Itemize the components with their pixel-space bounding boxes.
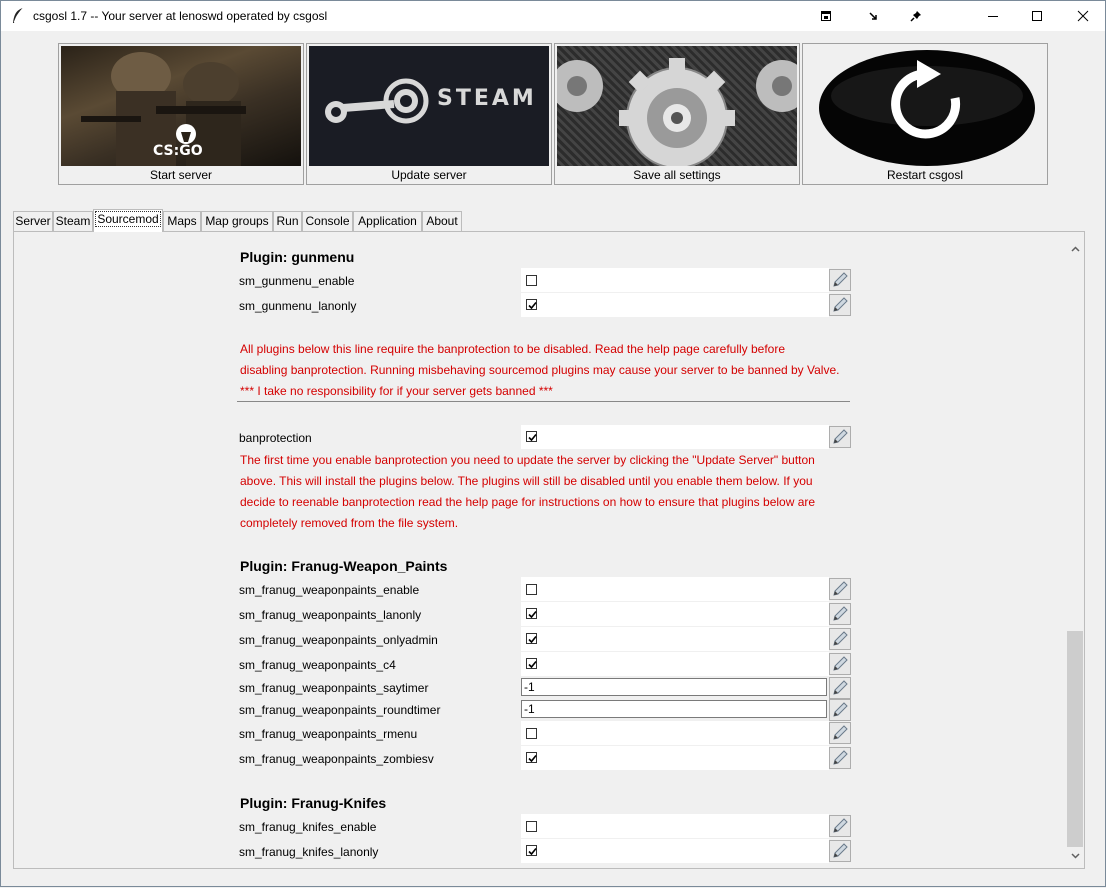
checkmark-icon <box>527 432 538 443</box>
checkmark-icon <box>527 300 538 311</box>
csgo-logo-text: CS:GO <box>153 143 203 159</box>
edit-button[interactable] <box>829 747 851 769</box>
pencil-icon <box>830 748 850 768</box>
update-server-button[interactable] <box>306 43 552 185</box>
option-label: sm_franug_weaponpaints_enable <box>239 583 420 597</box>
scroll-up-button[interactable] <box>1067 241 1083 257</box>
edit-button[interactable] <box>829 578 851 600</box>
restart-label: Restart csgosl <box>886 168 964 182</box>
restart-button[interactable] <box>802 43 1048 185</box>
checkbox-weaponpaints-onlyadmin[interactable] <box>526 633 537 644</box>
plugin-heading-knifes: Plugin: Franug-Knifes <box>240 795 387 811</box>
option-field <box>521 602 829 626</box>
close-icon <box>1077 10 1089 22</box>
saytimer-input[interactable]: -1 <box>521 678 827 696</box>
option-field <box>521 839 829 863</box>
chevron-down-icon <box>1071 853 1080 859</box>
option-label: sm_franug_weaponpaints_rmenu <box>239 727 418 741</box>
edit-button[interactable] <box>829 628 851 650</box>
title-bar <box>1 1 1105 31</box>
pin-button[interactable] <box>896 1 936 31</box>
option-field <box>521 627 829 651</box>
pencil-icon <box>830 295 850 315</box>
banprotection-note-line: The first time you enable banprotection you need to update the server by clicking the "Update Server" button <box>240 453 815 467</box>
tab-steam[interactable]: Steam <box>53 211 93 231</box>
pencil-icon <box>830 629 850 649</box>
tab-maps[interactable]: Maps <box>163 211 201 231</box>
checkbox-banprotection[interactable] <box>526 431 537 442</box>
warning-line: All plugins below this line require the banprotection to be disabled. Read the help page carefully before <box>240 342 786 356</box>
tab-application[interactable]: Application <box>353 211 422 231</box>
maximize-icon <box>1031 10 1043 22</box>
sourcemod-panel <box>13 231 1085 869</box>
tab-sourcemod[interactable]: Sourcemod <box>93 209 163 232</box>
option-label: sm_franug_weaponpaints_zombiesv <box>239 752 434 766</box>
option-label: sm_franug_weaponpaints_c4 <box>239 658 396 672</box>
edit-button[interactable] <box>829 840 851 862</box>
checkbox-weaponpaints-zombiesv[interactable] <box>526 752 537 763</box>
option-label: sm_franug_weaponpaints_saytimer <box>239 681 429 695</box>
option-field <box>521 577 829 601</box>
arrow-down-right-icon <box>867 10 879 22</box>
feather-icon <box>11 7 25 25</box>
pencil-icon <box>830 723 850 743</box>
checkmark-icon <box>527 659 538 670</box>
csgo-soldier-image <box>61 46 301 166</box>
pencil-icon <box>830 427 850 447</box>
option-label: sm_franug_knifes_lanonly <box>239 845 379 859</box>
edit-button[interactable] <box>829 677 851 699</box>
minimize-button[interactable] <box>973 1 1013 31</box>
warning-line: disabling banprotection. Running misbehaving sourcemod plugins may cause your server to be banned by Valve. <box>240 363 840 377</box>
plugin-heading-weapon-paints: Plugin: Franug-Weapon_Paints <box>240 558 448 574</box>
save-settings-button[interactable] <box>554 43 800 185</box>
banprotection-note-line: above. This will install the plugins below. The plugins will still be disabled until you enable them below. If you <box>240 474 813 488</box>
steam-logo-image <box>309 46 549 166</box>
divider <box>237 401 850 402</box>
checkmark-icon <box>527 753 538 764</box>
edit-button[interactable] <box>829 815 851 837</box>
window-title: csgosl 1.7 -- Your server at lenoswd operated by csgosl <box>33 9 328 23</box>
checkbox-weaponpaints-rmenu[interactable] <box>526 728 537 739</box>
edit-button[interactable] <box>829 722 851 744</box>
edit-button[interactable] <box>829 653 851 675</box>
maximize-button[interactable] <box>1017 1 1057 31</box>
start-server-button[interactable] <box>58 43 304 185</box>
option-field <box>521 814 829 838</box>
option-label: banprotection <box>239 431 312 445</box>
minimize-icon <box>987 10 999 22</box>
edit-button[interactable] <box>829 426 851 448</box>
pencil-icon <box>830 654 850 674</box>
pencil-icon <box>830 579 850 599</box>
close-button[interactable] <box>1063 1 1103 31</box>
option-field <box>521 746 829 770</box>
option-field <box>521 721 829 745</box>
banprotection-note-line: decide to reenable banprotection read the help page for instructions on how to ensure that plugins below are <box>240 495 816 509</box>
option-label: sm_franug_knifes_enable <box>239 820 377 834</box>
checkbox-knifes-enable[interactable] <box>526 821 537 832</box>
pencil-icon <box>830 700 850 720</box>
pencil-icon <box>830 678 850 698</box>
update-server-label: Update server <box>391 168 467 182</box>
edit-button[interactable] <box>829 294 851 316</box>
option-field <box>521 652 829 676</box>
checkbox-weaponpaints-c4[interactable] <box>526 658 537 669</box>
tab-map-groups[interactable]: Map groups <box>201 211 273 231</box>
scroll-thumb[interactable] <box>1067 631 1083 847</box>
option-field <box>521 425 829 449</box>
edit-button[interactable] <box>829 603 851 625</box>
tab-about[interactable]: About <box>422 211 462 231</box>
checkbox-sm-gunmenu-enable[interactable] <box>526 275 537 286</box>
start-server-label: Start server <box>149 168 212 182</box>
edit-button[interactable] <box>829 269 851 291</box>
tab-console[interactable]: Console <box>302 211 353 231</box>
window-icon <box>820 10 832 22</box>
scroll-down-button[interactable] <box>1067 848 1083 864</box>
option-label: sm_franug_weaponpaints_onlyadmin <box>239 633 438 647</box>
checkbox-sm-gunmenu-lanonly[interactable] <box>526 299 537 310</box>
checkmark-icon <box>527 846 538 857</box>
pencil-icon <box>830 816 850 836</box>
shrink-button[interactable] <box>853 1 893 31</box>
option-label: sm_gunmenu_enable <box>239 274 355 288</box>
banprotection-note-line: completely removed from the file system. <box>240 516 459 530</box>
save-settings-label: Save all settings <box>633 168 721 182</box>
chevron-up-icon <box>1071 246 1080 252</box>
pencil-icon <box>830 604 850 624</box>
tab-run[interactable]: Run <box>273 211 302 231</box>
plugin-heading-gunmenu: Plugin: gunmenu <box>240 249 355 265</box>
steam-logo-text: STEAM <box>437 86 537 111</box>
checkbox-weaponpaints-enable[interactable] <box>526 584 537 595</box>
checkmark-icon <box>527 609 538 620</box>
pencil-icon <box>830 270 850 290</box>
option-label: sm_franug_weaponpaints_lanonly <box>239 608 422 622</box>
checkmark-icon <box>527 634 538 645</box>
pin-icon <box>910 10 922 22</box>
option-field <box>521 268 829 292</box>
pencil-icon <box>830 841 850 861</box>
checkbox-weaponpaints-lanonly[interactable] <box>526 608 537 619</box>
roundtimer-input[interactable]: -1 <box>521 700 827 718</box>
checkbox-knifes-lanonly[interactable] <box>526 845 537 856</box>
edit-button[interactable] <box>829 699 851 721</box>
option-field <box>521 293 829 317</box>
gears-image <box>557 46 797 166</box>
tab-server[interactable]: Server <box>13 211 53 231</box>
option-label: sm_gunmenu_lanonly <box>239 299 357 313</box>
vertical-scrollbar[interactable] <box>1067 239 1083 865</box>
window-icon-button[interactable] <box>806 1 846 31</box>
option-label: sm_franug_weaponpaints_roundtimer <box>239 703 441 717</box>
warning-line: *** I take no responsibility for if your server gets banned *** <box>240 384 553 398</box>
restart-image <box>805 46 1045 166</box>
